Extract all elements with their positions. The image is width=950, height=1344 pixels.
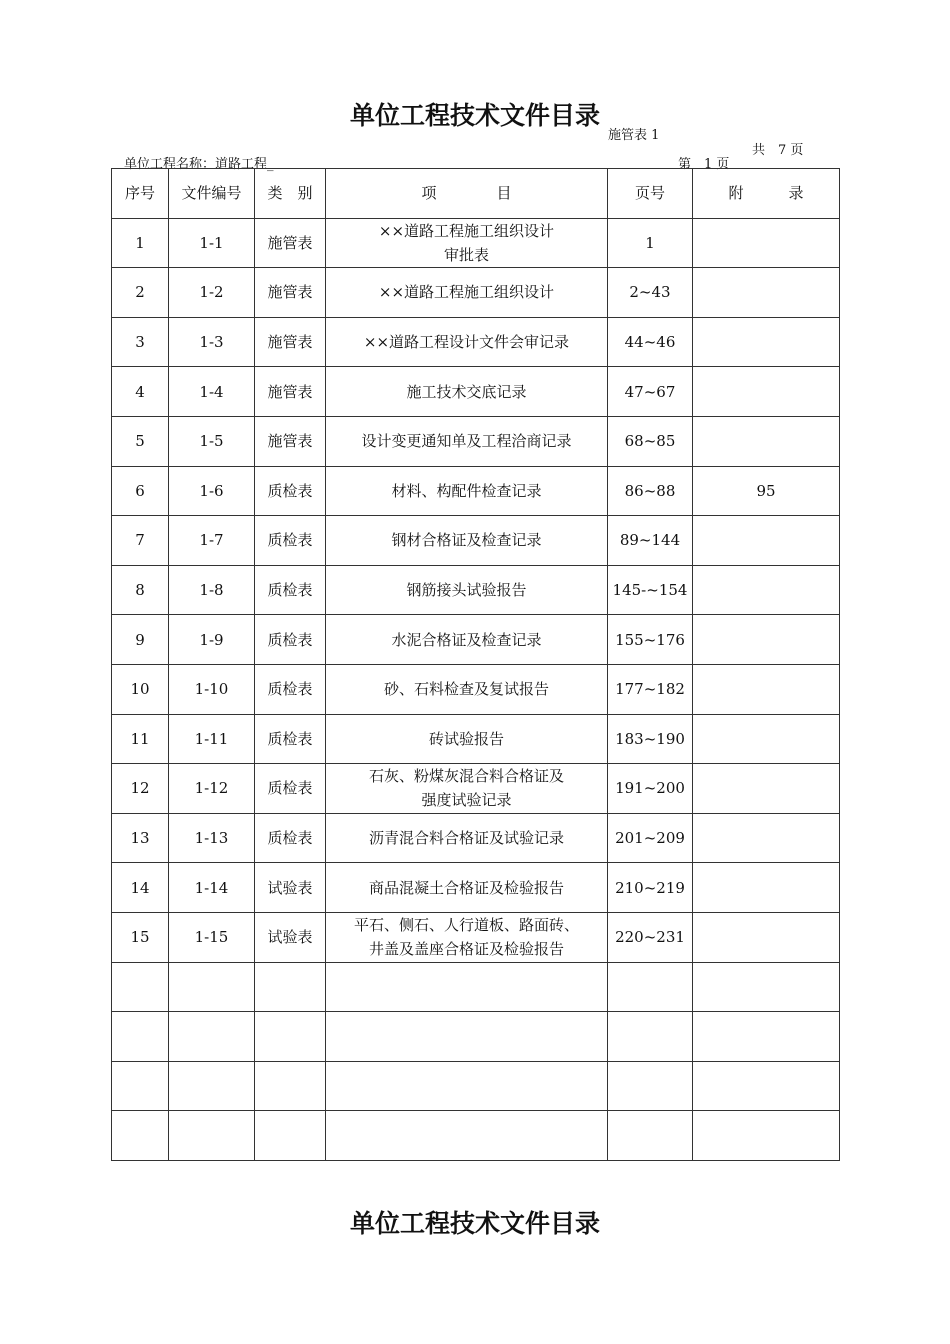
cell-category: 质检表 — [255, 516, 326, 566]
cell-page-range: 220~231 — [608, 912, 693, 962]
cell-appendix — [693, 516, 840, 566]
cell-serial-number: 11 — [112, 714, 169, 764]
cell-file-code: 1-7 — [169, 516, 255, 566]
cell-page-range: 89~144 — [608, 516, 693, 566]
cell-category: 质检表 — [255, 664, 326, 714]
table-row — [112, 1111, 840, 1161]
cell-category: 试验表 — [255, 912, 326, 962]
table-row — [112, 962, 840, 1012]
cell-file-code: 1-12 — [169, 764, 255, 814]
cell-file-code — [169, 962, 255, 1012]
cell-serial-number: 4 — [112, 367, 169, 417]
cell-item: 砂、石料检查及复试报告 — [326, 664, 608, 714]
cell-category — [255, 1111, 326, 1161]
cell-serial-number: 13 — [112, 813, 169, 863]
cell-serial-number: 6 — [112, 466, 169, 516]
cell-file-code: 1-9 — [169, 615, 255, 665]
table-row — [112, 863, 840, 913]
cell-category: 施管表 — [255, 416, 326, 466]
cell-category: 施管表 — [255, 367, 326, 417]
cell-file-code: 1-11 — [169, 714, 255, 764]
cell-item: 设计变更通知单及工程洽商记录 — [326, 416, 608, 466]
cell-item — [326, 1061, 608, 1111]
cell-item: 施工技术交底记录 — [326, 367, 608, 417]
page-title: 单位工程技术文件目录 — [349, 101, 600, 130]
cell-appendix — [693, 664, 840, 714]
table-row — [112, 317, 840, 367]
cell-page-range: 191~200 — [608, 764, 693, 814]
cell-item — [326, 962, 608, 1012]
cell-serial-number — [112, 1012, 169, 1062]
cell-item: 石灰、粉煤灰混合料合格证及 强度试验记录 — [326, 764, 608, 814]
cell-item: ××道路工程施工组织设计 — [326, 268, 608, 318]
cell-serial-number: 2 — [112, 268, 169, 318]
cell-item: 钢材合格证及检查记录 — [326, 516, 608, 566]
cell-item: ××道路工程设计文件会审记录 — [326, 317, 608, 367]
cell-file-code: 1-8 — [169, 565, 255, 615]
cell-serial-number: 10 — [112, 664, 169, 714]
cell-file-code — [169, 1111, 255, 1161]
table-row — [112, 714, 840, 764]
cell-category: 质检表 — [255, 714, 326, 764]
cell-file-code: 1-1 — [169, 218, 255, 268]
cell-item: 商品混凝土合格证及检验报告 — [326, 863, 608, 913]
table-row — [112, 912, 840, 962]
table-row — [112, 813, 840, 863]
cell-file-code: 1-15 — [169, 912, 255, 962]
cell-appendix — [693, 565, 840, 615]
cell-serial-number: 8 — [112, 565, 169, 615]
cell-page-range: 2~43 — [608, 268, 693, 318]
cell-category: 质检表 — [255, 813, 326, 863]
table-row — [112, 218, 840, 268]
cell-appendix — [693, 615, 840, 665]
header-serial-number: 序号 — [112, 169, 169, 219]
table-body — [112, 218, 840, 1160]
total-pages: 共 7 页 — [752, 143, 804, 158]
table-row — [112, 664, 840, 714]
cell-appendix — [693, 912, 840, 962]
cell-category: 质检表 — [255, 764, 326, 814]
table-row — [112, 416, 840, 466]
cell-serial-number: 15 — [112, 912, 169, 962]
cell-item: 砖试验报告 — [326, 714, 608, 764]
header-category: 类 别 — [255, 169, 326, 219]
table-row — [112, 615, 840, 665]
table-row — [112, 367, 840, 417]
cell-serial-number: 5 — [112, 416, 169, 466]
table-row — [112, 1012, 840, 1062]
cell-appendix — [693, 714, 840, 764]
cell-appendix — [693, 218, 840, 268]
cell-page-range — [608, 1061, 693, 1111]
cell-appendix — [693, 416, 840, 466]
cell-serial-number — [112, 1061, 169, 1111]
cell-page-range: 68~85 — [608, 416, 693, 466]
cell-serial-number: 9 — [112, 615, 169, 665]
cell-item: 沥青混合料合格证及试验记录 — [326, 813, 608, 863]
cell-appendix: 95 — [693, 466, 840, 516]
cell-page-range: 177~182 — [608, 664, 693, 714]
cell-appendix — [693, 367, 840, 417]
cell-page-range — [608, 1111, 693, 1161]
cell-appendix — [693, 764, 840, 814]
cell-appendix — [693, 863, 840, 913]
cell-page-range: 210~219 — [608, 863, 693, 913]
cell-page-range — [608, 962, 693, 1012]
header-file-code: 文件编号 — [169, 169, 255, 219]
cell-item — [326, 1012, 608, 1062]
cell-category: 质检表 — [255, 466, 326, 516]
current-page: 第 1 页 — [678, 157, 730, 172]
cell-category — [255, 1012, 326, 1062]
cell-category — [255, 962, 326, 1012]
cell-category — [255, 1061, 326, 1111]
cell-category: 施管表 — [255, 317, 326, 367]
cell-category: 质检表 — [255, 615, 326, 665]
cell-appendix — [693, 268, 840, 318]
cell-appendix — [693, 962, 840, 1012]
form-code: 施管表 1 — [608, 128, 660, 143]
cell-file-code: 1-6 — [169, 466, 255, 516]
cell-category: 试验表 — [255, 863, 326, 913]
table-row — [112, 268, 840, 318]
cell-page-range: 183~190 — [608, 714, 693, 764]
cell-item: 材料、构配件检查记录 — [326, 466, 608, 516]
header-page-number: 页号 — [608, 169, 693, 219]
header-item: 项 目 — [326, 169, 608, 219]
cell-serial-number: 12 — [112, 764, 169, 814]
cell-category: 质检表 — [255, 565, 326, 615]
table-row — [112, 1061, 840, 1111]
cell-page-range: 155~176 — [608, 615, 693, 665]
cell-file-code: 1-2 — [169, 268, 255, 318]
cell-page-range: 1 — [608, 218, 693, 268]
table-row — [112, 516, 840, 566]
cell-appendix — [693, 1061, 840, 1111]
cell-file-code: 1-5 — [169, 416, 255, 466]
cell-category: 施管表 — [255, 218, 326, 268]
cell-file-code — [169, 1012, 255, 1062]
cell-page-range: 201~209 — [608, 813, 693, 863]
table-row — [112, 565, 840, 615]
file-catalog-table — [111, 168, 840, 1161]
cell-item: 平石、侧石、人行道板、路面砖、 井盖及盖座合格证及检验报告 — [326, 912, 608, 962]
cell-serial-number — [112, 962, 169, 1012]
cell-item: ××道路工程施工组织设计 审批表 — [326, 218, 608, 268]
table-header-row — [112, 169, 840, 219]
cell-category: 施管表 — [255, 268, 326, 318]
cell-page-range: 145-~154 — [608, 565, 693, 615]
project-name: 单位工程名称：道路工程_ — [124, 157, 274, 172]
cell-page-range — [608, 1012, 693, 1062]
cell-serial-number: 1 — [112, 218, 169, 268]
table-row — [112, 466, 840, 516]
cell-serial-number — [112, 1111, 169, 1161]
cell-item: 水泥合格证及检查记录 — [326, 615, 608, 665]
cell-appendix — [693, 1012, 840, 1062]
cell-file-code: 1-14 — [169, 863, 255, 913]
cell-page-range: 44~46 — [608, 317, 693, 367]
cell-file-code: 1-3 — [169, 317, 255, 367]
cell-file-code: 1-13 — [169, 813, 255, 863]
next-page-title: 单位工程技术文件目录 — [349, 1209, 600, 1238]
cell-appendix — [693, 1111, 840, 1161]
cell-serial-number: 3 — [112, 317, 169, 367]
cell-item: 钢筋接头试验报告 — [326, 565, 608, 615]
cell-file-code: 1-10 — [169, 664, 255, 714]
cell-serial-number: 7 — [112, 516, 169, 566]
cell-page-range: 47~67 — [608, 367, 693, 417]
cell-appendix — [693, 317, 840, 367]
cell-file-code — [169, 1061, 255, 1111]
cell-file-code: 1-4 — [169, 367, 255, 417]
cell-item — [326, 1111, 608, 1161]
cell-serial-number: 14 — [112, 863, 169, 913]
table-row — [112, 764, 840, 814]
cell-page-range: 86~88 — [608, 466, 693, 516]
header-appendix: 附 录 — [693, 169, 840, 219]
cell-appendix — [693, 813, 840, 863]
